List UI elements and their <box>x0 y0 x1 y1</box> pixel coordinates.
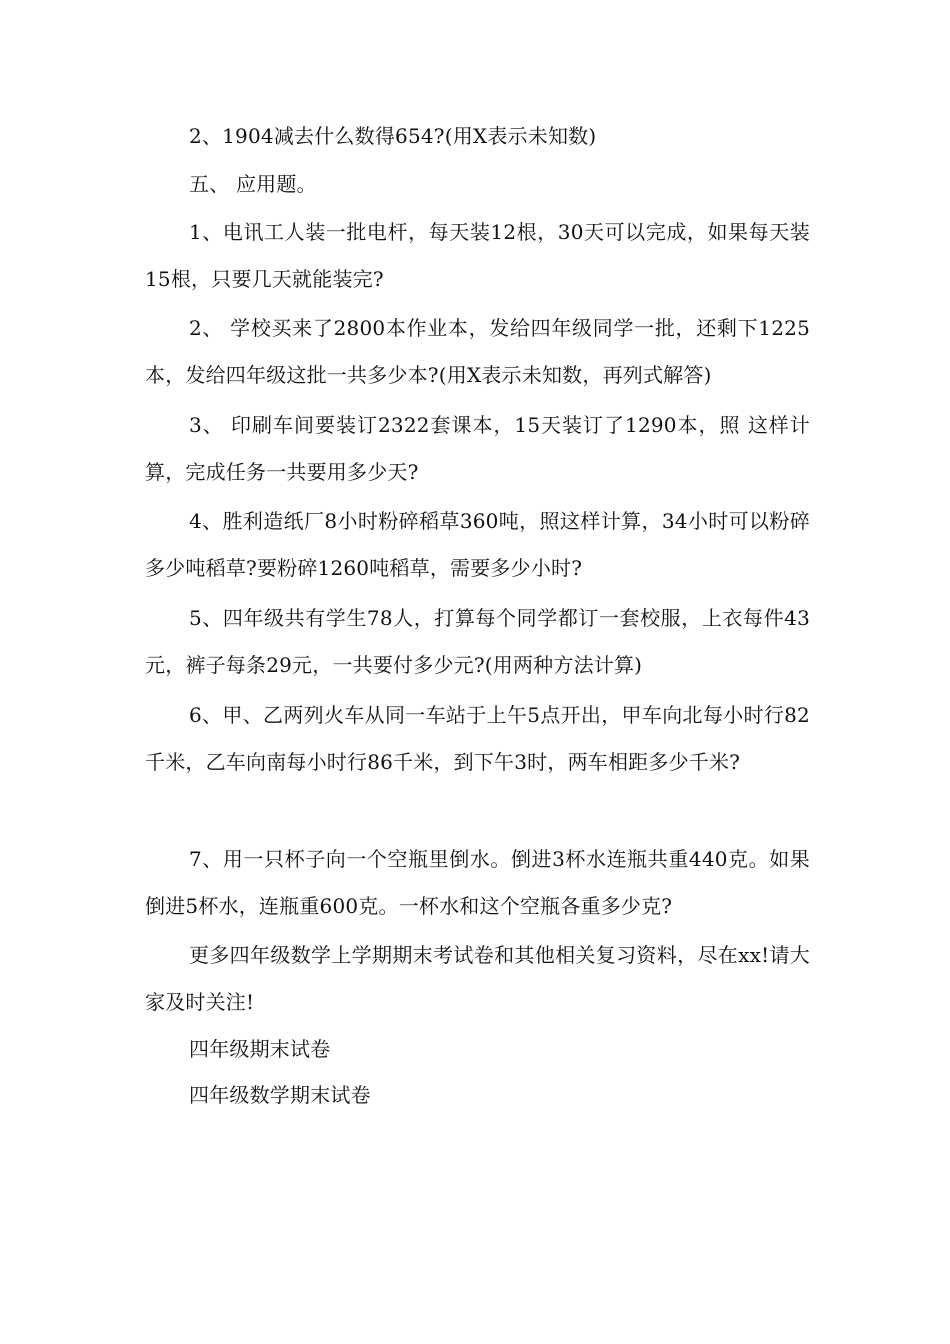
application-question-5: 5、四年级共有学生78人，打算每个同学都订一套校服，上衣每件43元，裤子每条29元，一共要付多少元?(用两种方法计算) <box>145 606 810 677</box>
related-link-math-final-exam: 四年级数学期末试卷 <box>189 1083 371 1107</box>
application-question-4: 4、胜利造纸厂8小时粉碎稻草360吨，照这样计算，34小时可以粉碎多少吨稻草?要粉碎1260吨稻草，需要多少小时? <box>145 509 810 580</box>
application-question-7: 7、用一只杯子向一个空瓶里倒水。倒进3杯水连瓶共重440克。如果倒进5杯水，连瓶重600克。一杯水和这个空瓶各重多少克? <box>145 847 810 918</box>
exercise-2-equation: 2、1904减去什么数得654?(用X表示未知数) <box>189 124 597 148</box>
application-question-1: 1、电讯工人装一批电杆，每天装12根，30天可以完成，如果每天装15根，只要几天就能装完? <box>145 220 810 291</box>
section-heading-application: 五、 应用题。 <box>189 172 317 196</box>
application-question-6: 6、甲、乙两列火车从同一车站于上午5点开出，甲车向北每小时行82千米，乙车向南每小时行86千米，到下午3时，两车相距多少千米? <box>145 703 810 774</box>
related-link-final-exam: 四年级期末试卷 <box>189 1037 331 1061</box>
application-question-3: 3、 印刷车间要装订2322套课本，15天装订了1290本，照 这样计算，完成任务一共要用多少天? <box>145 413 810 484</box>
application-question-2: 2、 学校买来了2800本作业本，发给四年级同学一批，还剩下1225本，发给四年级这批一共多少本?(用X表示未知数，再列式解答) <box>145 316 810 387</box>
more-resources-note: 更多四年级数学上学期期末考试卷和其他相关复习资料，尽在xx!请大家及时关注! <box>145 943 810 1014</box>
